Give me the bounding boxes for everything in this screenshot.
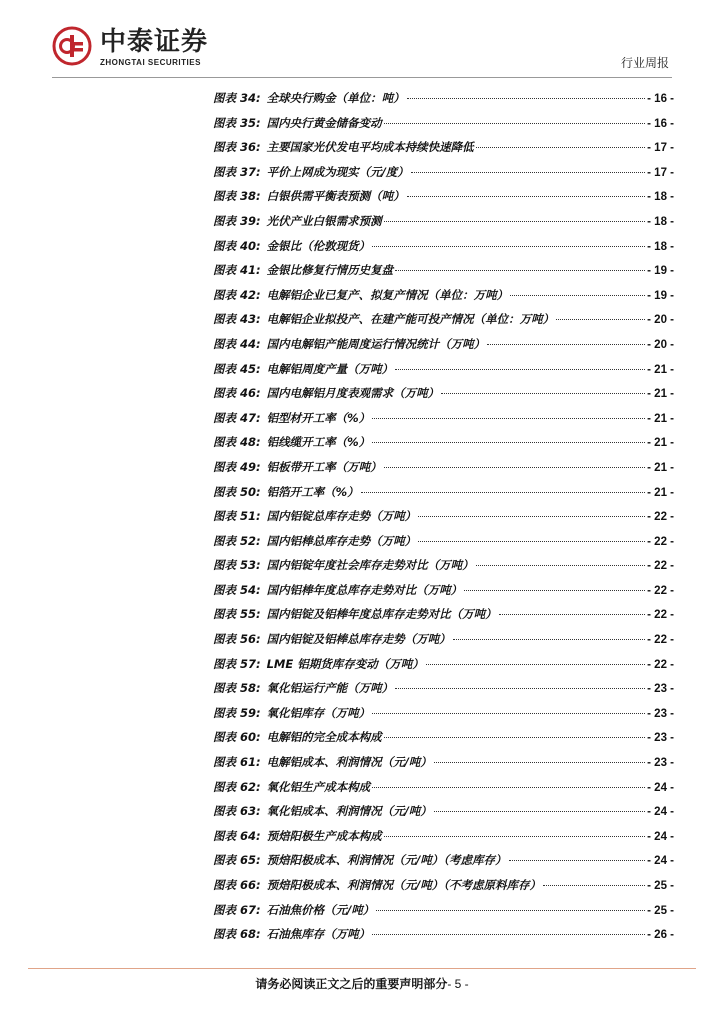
toc-entry-title: 电解铝的完全成本构成 <box>266 730 382 745</box>
toc-dot-leader <box>543 885 645 886</box>
brand-name-cn: 中泰证券 <box>100 27 209 57</box>
toc-entry[interactable] <box>213 385 674 410</box>
toc-entry[interactable] <box>213 311 674 336</box>
toc-dot-leader <box>453 639 646 640</box>
toc-entry-title: 国内央行黄金储备变动 <box>266 115 382 130</box>
toc-entry-label: 图表 47: <box>213 410 261 425</box>
toc-entry[interactable] <box>213 852 674 877</box>
toc-dot-leader <box>384 123 646 124</box>
toc-entry-title: 电解铝成本、利润情况（元/吨） <box>266 755 432 770</box>
page-header <box>0 0 724 80</box>
toc-entry-title: 氧化铝运行产能（万吨） <box>266 681 394 696</box>
toc-entry[interactable] <box>213 459 674 484</box>
toc-entry[interactable] <box>213 705 674 730</box>
toc-entry[interactable] <box>213 902 674 927</box>
toc-dot-leader <box>395 270 645 271</box>
toc-dot-leader <box>395 688 645 689</box>
toc-entry-label: 图表 43: <box>213 312 261 327</box>
toc-entry[interactable] <box>213 508 674 533</box>
toc-entry[interactable] <box>213 754 674 779</box>
toc-entry-label: 图表 48: <box>213 435 261 450</box>
toc-entry-label: 图表 44: <box>213 336 261 351</box>
toc-entry-label: 图表 64: <box>213 828 261 843</box>
toc-entry-page: - 17 - <box>647 166 674 179</box>
toc-entry-page: - 26 - <box>647 929 674 942</box>
toc-dot-leader <box>372 934 645 935</box>
toc-entry-title: 金银比（伦敦现货） <box>266 238 371 253</box>
toc-dot-leader <box>372 442 645 443</box>
toc-entry[interactable] <box>213 336 674 361</box>
toc-entry-label: 图表 65: <box>213 853 261 868</box>
toc-entry-page: - 21 - <box>647 388 674 401</box>
footer-divider <box>28 968 696 969</box>
toc-dot-leader <box>372 713 645 714</box>
toc-entry-page: - 24 - <box>647 806 674 819</box>
toc-entry-page: - 18 - <box>647 191 674 204</box>
toc-entry-page: - 22 - <box>647 609 674 622</box>
toc-dot-leader <box>395 369 645 370</box>
toc-entry-label: 图表 49: <box>213 459 261 474</box>
toc-dot-leader <box>384 836 646 837</box>
toc-dot-leader <box>441 393 645 394</box>
toc-entry-label: 图表 34: <box>213 91 261 105</box>
brand-name-en: ZHONGTAI SECURITIES <box>100 58 201 67</box>
toc-dot-leader <box>476 147 646 148</box>
toc-dot-leader <box>411 172 645 173</box>
toc-entry[interactable] <box>213 164 674 189</box>
toc-entry-label: 图表 61: <box>213 755 261 770</box>
toc-entry[interactable] <box>213 680 674 705</box>
toc-entry-title: 预焙阳极生产成本构成 <box>266 828 382 843</box>
toc-entry[interactable] <box>213 139 674 164</box>
toc-entry-label: 图表 35: <box>213 115 261 130</box>
toc-entry-title: 平价上网成为现实（元/度） <box>266 164 409 179</box>
toc-entry[interactable] <box>213 606 674 631</box>
toc-entry-page: - 21 - <box>647 412 674 425</box>
toc-entry[interactable] <box>213 803 674 828</box>
page-footer <box>0 975 724 992</box>
toc-entry-page: - 23 - <box>647 757 674 770</box>
toc-entry-title: 氧化铝成本、利润情况（元/吨） <box>266 804 432 819</box>
toc-entry-title: 国内铝锭及铝棒年度总库存走势对比（万吨） <box>266 607 497 622</box>
toc-entry[interactable] <box>213 828 674 853</box>
toc-dot-leader <box>499 614 646 615</box>
toc-entry[interactable] <box>213 90 674 115</box>
toc-entry-title: 铝线缆开工率（%） <box>266 435 371 450</box>
toc-entry-title: 铝箔开工率（%） <box>266 484 359 499</box>
toc-entry[interactable] <box>213 361 674 386</box>
toc-dot-leader <box>384 737 646 738</box>
toc-dot-leader <box>407 196 646 197</box>
toc-entry-page: - 23 - <box>647 707 674 720</box>
toc-dot-leader <box>407 98 646 99</box>
toc-entry-title: 国内铝锭总库存走势（万吨） <box>266 509 417 524</box>
toc-entry-title: 电解铝企业已复产、拟复产情况（单位：万吨） <box>266 287 509 302</box>
toc-dot-leader <box>476 565 646 566</box>
toc-entry-page: - 21 - <box>647 363 674 376</box>
toc-entry-title: 石油焦价格（元/吨） <box>266 902 375 917</box>
toc-entry-label: 图表 36: <box>213 140 261 155</box>
toc-entry-title: LME 铝期货库存变动（万吨） <box>266 656 424 671</box>
toc-entry-page: - 22 - <box>647 658 674 671</box>
toc-entry-page: - 24 - <box>647 830 674 843</box>
toc-dot-leader <box>372 246 645 247</box>
toc-entry-page: - 21 - <box>647 461 674 474</box>
toc-entry-title: 国内铝棒年度总库存走势对比（万吨） <box>266 582 463 597</box>
toc-dot-leader <box>384 221 646 222</box>
toc-entry-label: 图表 57: <box>213 656 261 671</box>
footer-disclaimer: 请务必阅读正文之后的重要声明部分 <box>255 977 448 991</box>
toc-dot-leader <box>384 467 646 468</box>
toc-entry-page: - 22 - <box>647 634 674 647</box>
toc-dot-leader <box>487 344 645 345</box>
toc-entry-page: - 19 - <box>647 289 674 302</box>
toc-entry[interactable] <box>213 238 674 263</box>
document-type-label: 行业周报 <box>620 56 669 70</box>
toc-entry[interactable] <box>213 779 674 804</box>
toc-entry-page: - 23 - <box>647 683 674 696</box>
toc-entry-label: 图表 63: <box>213 804 261 819</box>
toc-entry-title: 国内铝锭年度社会库存走势对比（万吨） <box>266 558 474 573</box>
toc-entry-page: - 21 - <box>647 437 674 450</box>
toc-entry-page: - 22 - <box>647 511 674 524</box>
toc-entry-label: 图表 38: <box>213 189 261 204</box>
toc-entry-title: 氧化铝库存（万吨） <box>266 705 371 720</box>
toc-entry[interactable] <box>213 877 674 902</box>
toc-entry[interactable] <box>213 926 674 951</box>
toc-dot-leader <box>376 910 645 911</box>
toc-dot-leader <box>510 295 645 296</box>
toc-entry-title: 石油焦库存（万吨） <box>266 927 371 942</box>
toc-dot-leader <box>418 516 645 517</box>
toc-entry-page: - 25 - <box>647 904 674 917</box>
toc-entry[interactable] <box>213 533 674 558</box>
toc-entry-page: - 17 - <box>647 142 674 155</box>
toc-entry[interactable] <box>213 557 674 582</box>
toc-entry-label: 图表 39: <box>213 213 261 228</box>
toc-entry-label: 图表 40: <box>213 238 261 253</box>
toc-entry-page: - 22 - <box>647 535 674 548</box>
toc-entry-page: - 24 - <box>647 855 674 868</box>
toc-entry-title: 光伏产业白银需求预测 <box>266 213 382 228</box>
toc-entry-title: 铝板带开工率（万吨） <box>266 459 382 474</box>
toc-entry[interactable] <box>213 115 674 140</box>
toc-entry-page: - 22 - <box>647 584 674 597</box>
toc-entry-title: 氧化铝生产成本构成 <box>266 779 371 794</box>
toc-entry-title: 预焙阳极成本、利润情况（元/吨）（考虑库存） <box>266 853 507 868</box>
toc-entry[interactable] <box>213 262 674 287</box>
toc-entry-label: 图表 58: <box>213 681 261 696</box>
toc-entry-title: 全球央行购金（单位：吨） <box>266 91 405 105</box>
toc-entry-label: 图表 66: <box>213 878 261 892</box>
zhongtai-logo-icon <box>52 26 92 66</box>
toc-entry-page: - 25 - <box>647 880 674 892</box>
toc-entry-page: - 16 - <box>647 117 674 130</box>
toc-entry-label: 图表 42: <box>213 287 261 302</box>
toc-dot-leader <box>556 319 645 320</box>
toc-dot-leader <box>434 811 645 812</box>
toc-entry-label: 图表 60: <box>213 730 261 745</box>
toc-entry-label: 图表 50: <box>213 484 261 499</box>
toc-entry-title: 铝型材开工率（%） <box>266 410 371 425</box>
toc-dot-leader <box>464 590 645 591</box>
toc-entry[interactable] <box>213 729 674 754</box>
table-of-figures <box>213 90 674 951</box>
toc-dot-leader <box>372 787 645 788</box>
toc-entry-label: 图表 52: <box>213 533 261 548</box>
toc-entry[interactable] <box>213 631 674 656</box>
toc-entry[interactable] <box>213 434 674 459</box>
toc-entry-label: 图表 46: <box>213 386 261 401</box>
toc-entry-label: 图表 55: <box>213 607 261 622</box>
toc-entry-label: 图表 62: <box>213 779 261 794</box>
toc-entry-title: 电解铝周度产量（万吨） <box>266 361 394 376</box>
toc-entry-title: 国内铝锭及铝棒总库存走势（万吨） <box>266 632 451 647</box>
toc-entry-label: 图表 56: <box>213 632 261 647</box>
toc-entry-title: 电解铝企业拟投产、在建产能可投产情况（单位：万吨） <box>266 312 555 327</box>
toc-entry-page: - 18 - <box>647 240 674 253</box>
footer-page-number: - 5 - <box>447 977 469 991</box>
toc-dot-leader <box>418 541 645 542</box>
toc-entry-page: - 21 - <box>647 486 674 499</box>
toc-entry-title: 预焙阳极成本、利润情况（元/吨）（不考虑原料库存） <box>266 878 542 892</box>
header-divider <box>52 77 672 78</box>
toc-entry-title: 白银供需平衡表预测（吨） <box>266 189 405 204</box>
toc-entry[interactable] <box>213 484 674 509</box>
toc-entry-page: - 23 - <box>647 732 674 745</box>
toc-entry-page: - 24 - <box>647 781 674 794</box>
toc-entry-label: 图表 41: <box>213 263 261 278</box>
toc-entry-page: - 16 - <box>647 93 674 105</box>
toc-entry[interactable] <box>213 188 674 213</box>
toc-entry-title: 主要国家光伏发电平均成本持续快速降低 <box>266 140 474 155</box>
toc-entry[interactable] <box>213 287 674 312</box>
toc-entry-label: 图表 59: <box>213 705 261 720</box>
toc-entry[interactable] <box>213 213 674 238</box>
toc-entry-title: 金银比修复行情历史复盘 <box>266 263 394 278</box>
toc-entry-title: 国内电解铝产能周度运行情况统计（万吨） <box>266 336 486 351</box>
toc-entry[interactable] <box>213 656 674 681</box>
toc-entry-label: 图表 54: <box>213 582 261 597</box>
toc-entry-title: 国内电解铝月度表观需求（万吨） <box>266 386 440 401</box>
toc-dot-leader <box>361 492 646 493</box>
toc-dot-leader <box>372 418 645 419</box>
toc-entry-label: 图表 37: <box>213 164 261 179</box>
toc-entry-page: - 22 - <box>647 560 674 573</box>
toc-dot-leader <box>509 860 646 861</box>
toc-entry-page: - 19 - <box>647 265 674 278</box>
toc-entry-label: 图表 53: <box>213 558 261 573</box>
toc-entry-label: 图表 45: <box>213 361 261 376</box>
toc-dot-leader <box>434 762 645 763</box>
toc-entry-title: 国内铝棒总库存走势（万吨） <box>266 533 417 548</box>
toc-entry[interactable] <box>213 410 674 435</box>
toc-entry-label: 图表 51: <box>213 509 261 524</box>
toc-entry-page: - 20 - <box>647 314 674 327</box>
toc-entry-label: 图表 67: <box>213 902 261 917</box>
toc-entry-label: 图表 68: <box>213 927 261 942</box>
toc-entry-page: - 18 - <box>647 215 674 228</box>
toc-entry[interactable] <box>213 582 674 607</box>
toc-dot-leader <box>426 664 645 665</box>
toc-entry-page: - 20 - <box>647 338 674 351</box>
